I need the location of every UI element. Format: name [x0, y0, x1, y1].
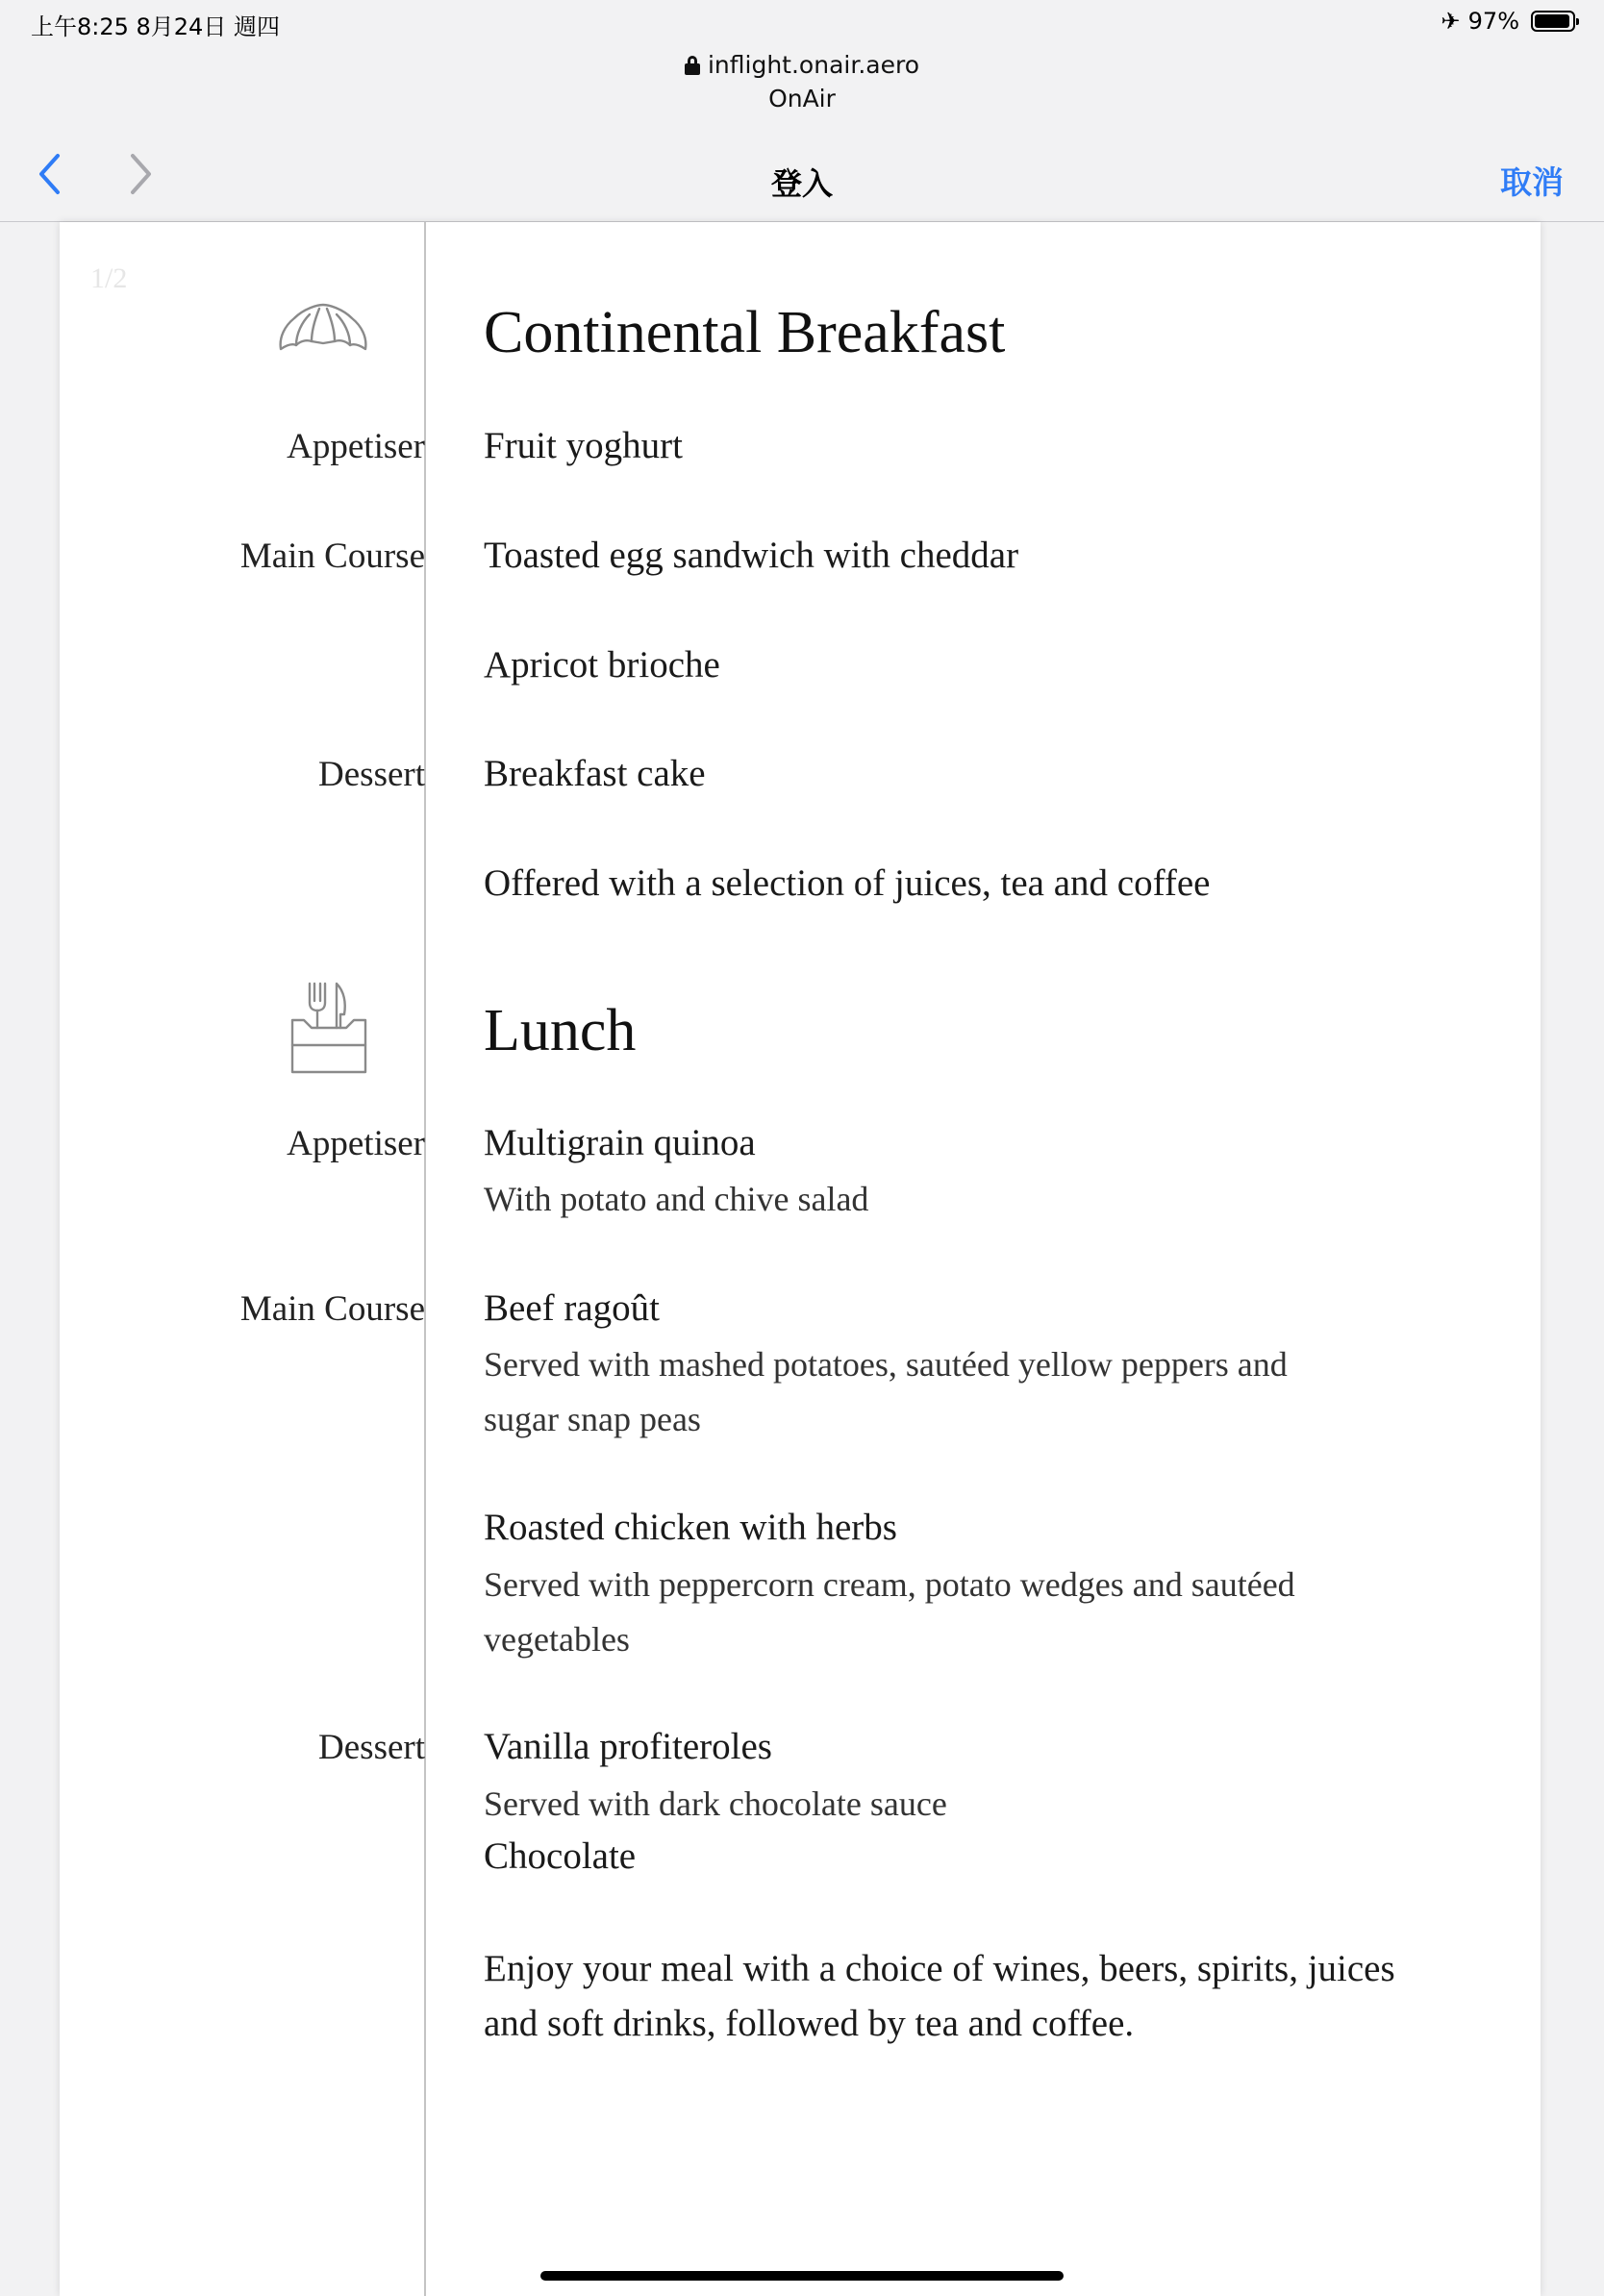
menu-page[interactable]: [60, 222, 1541, 2296]
breakfast-item: Breakfast cake: [484, 753, 706, 794]
breakfast-dessert-label: Dessert: [318, 755, 425, 794]
status-bar: [0, 0, 1604, 48]
site-name: OnAir: [768, 85, 836, 112]
status-time-date: 上午8:25 8月24日 週四: [31, 13, 280, 40]
cutlery-icon: [290, 978, 367, 1078]
navigation-bar: [0, 135, 1604, 222]
lunch-dish-description: With potato and chive salad: [484, 1180, 869, 1218]
home-indicator[interactable]: [540, 2271, 1064, 2281]
cancel-button[interactable]: 取消: [1500, 163, 1564, 201]
lunch-dish-name: Roasted chicken with herbs: [484, 1507, 897, 1548]
breakfast-item: Toasted egg sandwich with cheddar: [484, 535, 1019, 576]
lunch-dish-description: Served with peppercorn cream, potato wedges and sautéed vegetables: [484, 1565, 1295, 1659]
lunch-appetiser-label: Appetiser: [287, 1124, 425, 1163]
lunch-dish-name: Chocolate: [484, 1835, 637, 1877]
lunch-dish-name: Beef ragoût: [484, 1287, 661, 1329]
column-divider: [424, 222, 426, 2296]
lunch-dish-name: Vanilla profiteroles: [484, 1726, 772, 1767]
breakfast-item: Fruit yoghurt: [484, 425, 683, 466]
breakfast-appetiser-label: Appetiser: [287, 427, 425, 466]
lunch-dish-description: Served with mashed potatoes, sautéed yellow peppers and sugar snap peas: [484, 1345, 1288, 1438]
battery-percent: 97%: [1467, 8, 1519, 35]
breakfast-note: Offered with a selection of juices, tea and coffee: [484, 862, 1211, 904]
airplane-mode-icon: ✈: [1441, 8, 1461, 35]
lunch-dish-name: Multigrain quinoa: [484, 1122, 756, 1163]
lunch-main-label: Main Course: [239, 1289, 425, 1329]
lunch-dessert-label: Dessert: [318, 1728, 425, 1767]
battery-icon: [1531, 11, 1575, 32]
lunch-title: Lunch: [484, 998, 637, 1063]
lunch-dish-description: Served with dark chocolate sauce: [484, 1784, 947, 1823]
lock-icon: [685, 56, 700, 75]
breakfast-title: Continental Breakfast: [484, 300, 1006, 365]
address-bar[interactable]: [0, 48, 1604, 115]
lunch-closing-note: Enjoy your meal with a choice of wines, beers, spirits, juices and soft drinks, followed by tea and coffee.: [484, 1948, 1395, 2044]
breakfast-main-label: Main Course: [239, 537, 425, 576]
page-title: 登入: [770, 165, 833, 202]
page-indicator: 1/2: [90, 262, 128, 294]
status-indicators: [1441, 8, 1575, 35]
url-text: inflight.onair.aero: [707, 51, 919, 79]
breakfast-item: Apricot brioche: [484, 644, 720, 686]
croissant-icon: [277, 299, 369, 361]
